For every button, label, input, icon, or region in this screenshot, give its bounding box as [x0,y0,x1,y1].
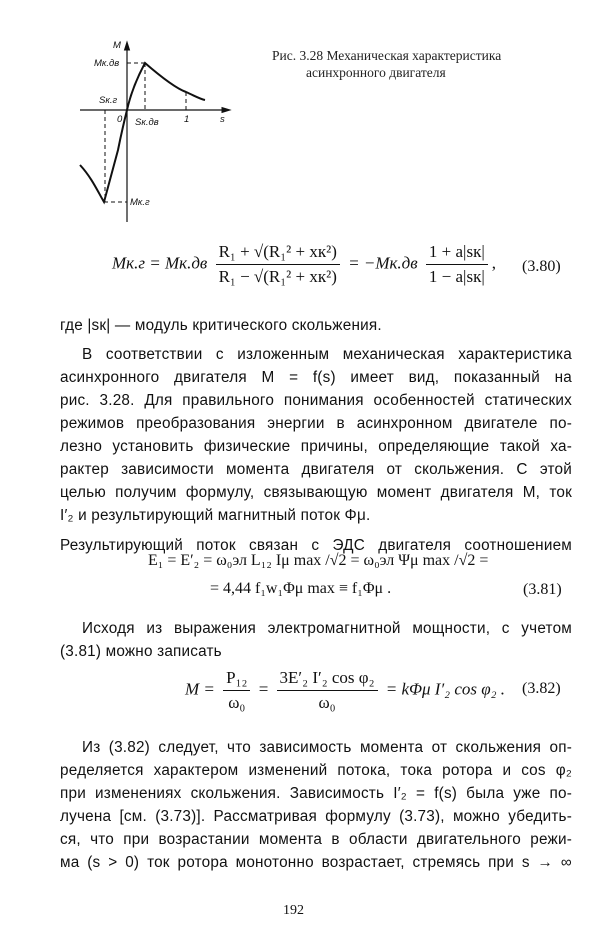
paragraph-line: I′₂ и результирующий магнитный поток Φμ. [60,507,371,524]
eq-numerator: 3E′₂ I′₂ cos φ₂ [277,668,378,691]
paragraph-line: ределяется характером изменений потока, тока ротора и cos φ₂ [60,762,572,779]
page-number: 192 [283,903,304,918]
eq-denominator: R₁ − √(R₁² + xк²) [218,267,337,286]
paragraph-line: рис. 3.28. Для правильного понимания особенностей статических [60,392,572,409]
eq-denominator: 1 − a|sк| [428,267,485,286]
paragraph-line: лезно установить физические причины, определяющие такой ха- [60,438,572,455]
where-line: где |sк| — модуль критического скольжения. [60,317,382,334]
equation-number: (3.81) [523,581,562,598]
s-kdv-label: Sк.дв [135,117,159,128]
eq-numerator: R₁ + √(R₁² + xк²) [216,242,340,265]
equation-3-81-line2: = 4,44 f₁w₁Φμ max ≡ f₁Φμ . [210,580,392,597]
eq-denominator: ω₀ [228,693,246,712]
origin-label: 0 [117,114,123,125]
paragraph-line: (3.81) можно записать [60,643,222,660]
m-kg-label: Mк.г [130,197,150,208]
paragraph-line: целью получим формулу, связывающую момент двигателя M, ток [60,484,572,501]
paragraph-line: Из (3.82) следует, что зависимость момента от скольжения оп- [82,739,572,756]
eq-lhs: M = [185,679,215,699]
eq-mid: = −Mк.дв [348,253,418,273]
s-axis-label: s [220,114,225,125]
eq-rhs: = kΦμ I′₂ cos φ₂ . [385,679,506,699]
m-axis-arrow [125,42,130,50]
mechanical-characteristic-figure [0,0,260,235]
eq-numerator: P₁₂ [223,668,250,691]
paragraph-line: Результирующий поток связан с ЭДС двигателя соотношением [60,537,572,554]
paragraph-line: режимов преобразования энергии в асинхронном двигателе по- [60,415,572,432]
paragraph-line: ся, что при возрастании момента в области двигательного режи- [60,831,572,848]
paragraph-line: ма (s > 0) ток ротора монотонно возрастает, стремясь при s → ∞ [60,854,572,871]
eq-equals: = [258,679,269,699]
paragraph-line: асинхронного двигателя M = f(s) имеет вид, показанный на [60,369,572,386]
figure-caption-line2: асинхронного двигателя [306,65,446,80]
equation-number: (3.80) [522,258,561,275]
equation-3-80 [112,242,496,287]
s-kg-label: Sк.г [99,95,118,106]
equation-number: (3.82) [522,680,561,697]
paragraph-line: В соответствии с изложенным механическая характеристика [82,346,572,363]
paragraph-line: при изменениях скольжения. Зависимость I′₂ = f(s) была уже по- [60,785,572,802]
eq-numerator: 1 + a|sк| [426,242,488,265]
torque-curve [80,63,205,202]
m-axis-label: M [113,40,121,51]
m-kdv-label: Mк.дв [94,58,120,69]
paragraph-line: рактер зависимости момента двигателя от скольжения. С этой [60,461,572,478]
eq-denominator: ω₀ [318,693,336,712]
figure-caption-line1: Рис. 3.28 Механическая характеристика [272,48,502,63]
one-label: 1 [184,114,190,125]
paragraph-line: Исходя из выражения электромагнитной мощности, с учетом [82,620,572,637]
equation-3-82 [185,668,505,713]
s-axis-arrow [222,108,230,113]
eq-lhs: Mк.г = Mк.дв [112,253,208,273]
paragraph-line: лучена [см. (3.73)]. Рассматривая формулу (3.73), можно убедить- [60,808,572,825]
equation-3-81-line1: E₁ = E′₂ = ω₀эл L₁₂ Iμ max /√2 = ω₀эл Ψμ max /√2 = [148,552,489,569]
eq-comma: , [491,253,496,273]
